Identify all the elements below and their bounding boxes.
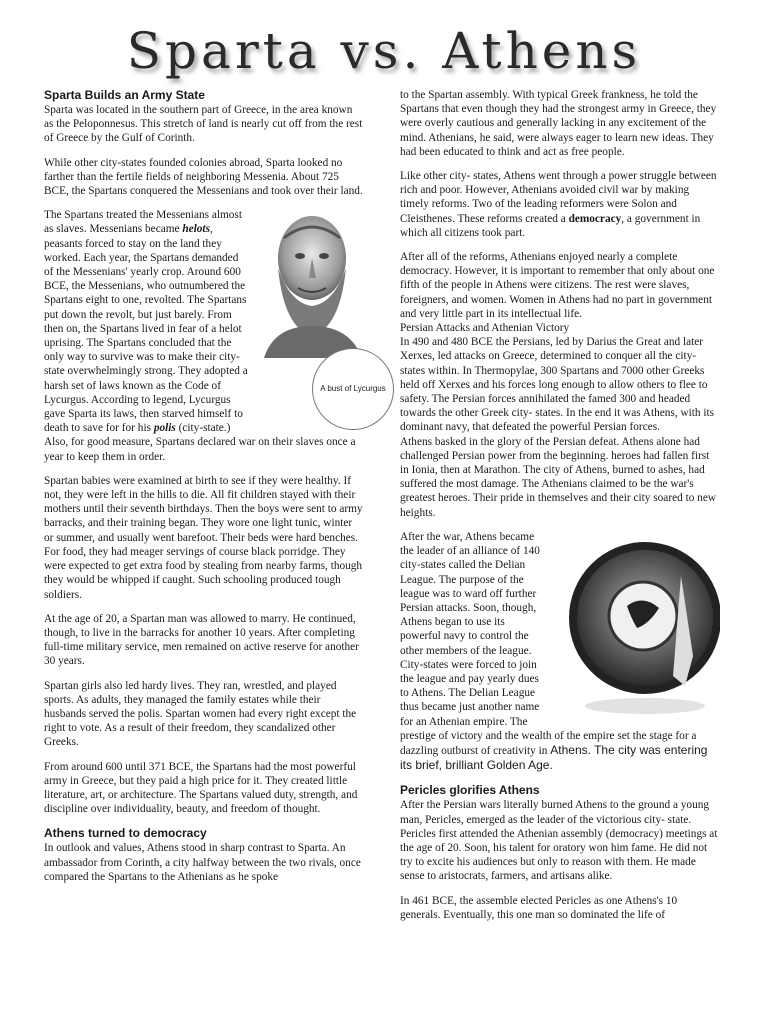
paragraph: Athens basked in the glory of the Persian defeat. Athens alone had challenged Persian power from the beginning. heroes had fallen first in Ionia, then at Marathon. The city of Athens, burned to ashes, had suffered the most damage. The Athenians claimed to be the war's greatest heroes. Their pride in themselves and their city soared to new heights.	[400, 435, 716, 519]
paragraph: In 490 and 480 BCE the Persians, led by Darius the Great and later Xerxes, led attacks on Greece, determined to conquer all the city-states within. In Thermopylae, 300 Spartans and 7000 other Greeks held off Xerxes and his forces long enough to allow others to flee to safety. The Persian forces annihilated the famed 300 and headed towards the other Greek city- states. In the end it was Athens, with its dominant navy, that defeated the powerful Persian forces.	[400, 336, 715, 434]
page-title: Sparta vs. Athens	[126, 22, 642, 80]
paragraph: In outlook and values, Athens stood in sharp contrast to Sparta. An ambassador from Corinth, a city halfway between the two rivals, once compared the Spartans to the Athenians as he spoke	[44, 842, 361, 883]
paragraph: After all of the reforms, Athenians enjoyed nearly a complete democracy. However, it is important to remember that only about one fifth of the people in Athens were citizens. The rest were slaves, foreigners, and women. Women in Athens had no part in government and very little part in its intellectual life.	[400, 251, 715, 320]
paragraph: While other city-states founded colonies abroad, Sparta looked no farther than the fertile fields of neighboring Messenia. About 725 BCE, the Spartans conquered the Messenians and took over their land.	[44, 156, 363, 198]
term-democracy: democracy	[568, 212, 622, 225]
paragraph: In 461 BCE, the assemble elected Pericles as one Athens's 10 generals. Eventually, this one man so dominated the life of	[400, 894, 678, 921]
heading-sparta-army: Sparta Builds an Army State	[44, 88, 205, 102]
paragraph: At the age of 20, a Spartan man was allowed to marry. He continued, though, to live in the barracks for another 10 years. After completing full-time military service, men remained on active reserve for another 30 years.	[44, 612, 359, 668]
paragraph: After the Persian wars literally burned Athens to the ground a young man, Pericles, emerged as the leader of the victorious city- state. Pericles first attended the Athenian assembly (democracy) meetings at the age of 20. Soon, his talent for oratory won him fame. He did not try to excite his audiences but only to reason with them. He made sense to aristocrats, farmers, and artisans alike.	[400, 799, 718, 883]
paragraph: From around 600 until 371 BCE, the Spartans had the most powerful army in Greece, but they paid a high price for it. They created little literature, art, or architecture. The Spartans valued duty, strength, and discipline over individuality, beauty, and freedom of thought.	[44, 760, 358, 816]
term-helots: helots	[182, 223, 210, 236]
paragraph-helots: A bust of Lycurgus The Spartans treated the Messenians almost as slaves. Messenians became helots, peasants forced to stay on the land they worked. Each year, the Spartans demanded of the Messenians' yearly crop. Around 600 BCE, the Messenians, who outnumbered the Spartans eight to one, revolted. The Spartans put down the revolt, but just barely. From then on, the Spartans lived in fear of a helot uprising. The Spartans concluded that the only way to survive was to make their city-state overwhelmingly strong. They adopted a harsh set of laws known as the Code of Lycurgus. According to legend, Lycurgus gave Sparta its laws, then starved himself to death to save for for his polis (city-state.) Also, for good measure, Spartans declared war on their slaves once a year to keep them in order.	[44, 208, 364, 464]
lycurgus-bust-image	[254, 208, 364, 358]
paragraph: Sparta was located in the southern part of Greece, in the area known as the Peloponnesus. This stretch of land is nearly cut off from the rest of Greece by the Gulf of Corinth.	[44, 104, 363, 145]
term-polis: polis	[153, 422, 176, 435]
paragraph: to the Spartan assembly. With typical Greek frankness, he told the Spartans that even though they had the strongest army in Greece, they were overly cautious and generally lacking in any excitement of the mind. Athenians, he said, were always eager to learn new ideas. They had been educated to think and act as free people.	[400, 89, 717, 158]
paragraph: Spartan girls also led hardy lives. They ran, wrestled, and played sports. As adults, they managed the family estates while their husbands served the polis. Spartan women had every right except the right to vote. As a result of their freedom, they scandalized other Greeks.	[44, 679, 357, 749]
right-column	[400, 88, 720, 932]
left-column	[44, 88, 386, 894]
heading-athens-democracy: Athens turned to democracy	[44, 826, 207, 841]
heading-pericles: Pericles glorifies Athens	[400, 783, 540, 798]
paragraph-delian-league: After the war, Athens became the leader of an alliance of 140 city-states called the Delian League. The purpose of the league was to ward off further Persian attacks. Soon, though, Athens began to use its powerful navy to control the other members of the league. City-states were forced to join the league and pay yearly dues to Athens. The Delian League thus became just another name for an Athenian empire. The prestige of victory and the wealth of the empire set the stage for a dazzling outburst of creativity in Athens. The city was entering its brief, brilliant Golden Age.	[400, 530, 720, 773]
lycurgus-bust-figure	[254, 208, 386, 433]
bust-caption: A bust of Lycurgus	[312, 348, 394, 430]
paragraph-democracy: Like other city- states, Athens went through a power struggle between rich and poor. However, Athenians avoided civil war by making timely reforms. Two of the leading reformers were Solon and Cleisthenes. These reforms created a democracy, a government in which all citizens took part.	[400, 170, 717, 239]
greek-vase-image	[545, 536, 720, 721]
greek-vase-figure	[545, 536, 720, 721]
paragraph: Spartan babies were examined at birth to see if they were healthy. If not, they were left in the hills to die. All fit children stayed with their mothers until their seventh birthdays. Then the boys were sent to army barracks, and their training began. They wore one light tunic, winter or summer, and usually went barefoot. Their beds were hard benches. For food, they had meager servings of course black porridge. They were expected to get extra food by stealing from nearby farms, though they would be whipped if caught. Such schooling produced tough soldiers.	[44, 474, 363, 601]
subheading-persian-attacks: Persian Attacks and Athenian Victory	[400, 322, 570, 335]
